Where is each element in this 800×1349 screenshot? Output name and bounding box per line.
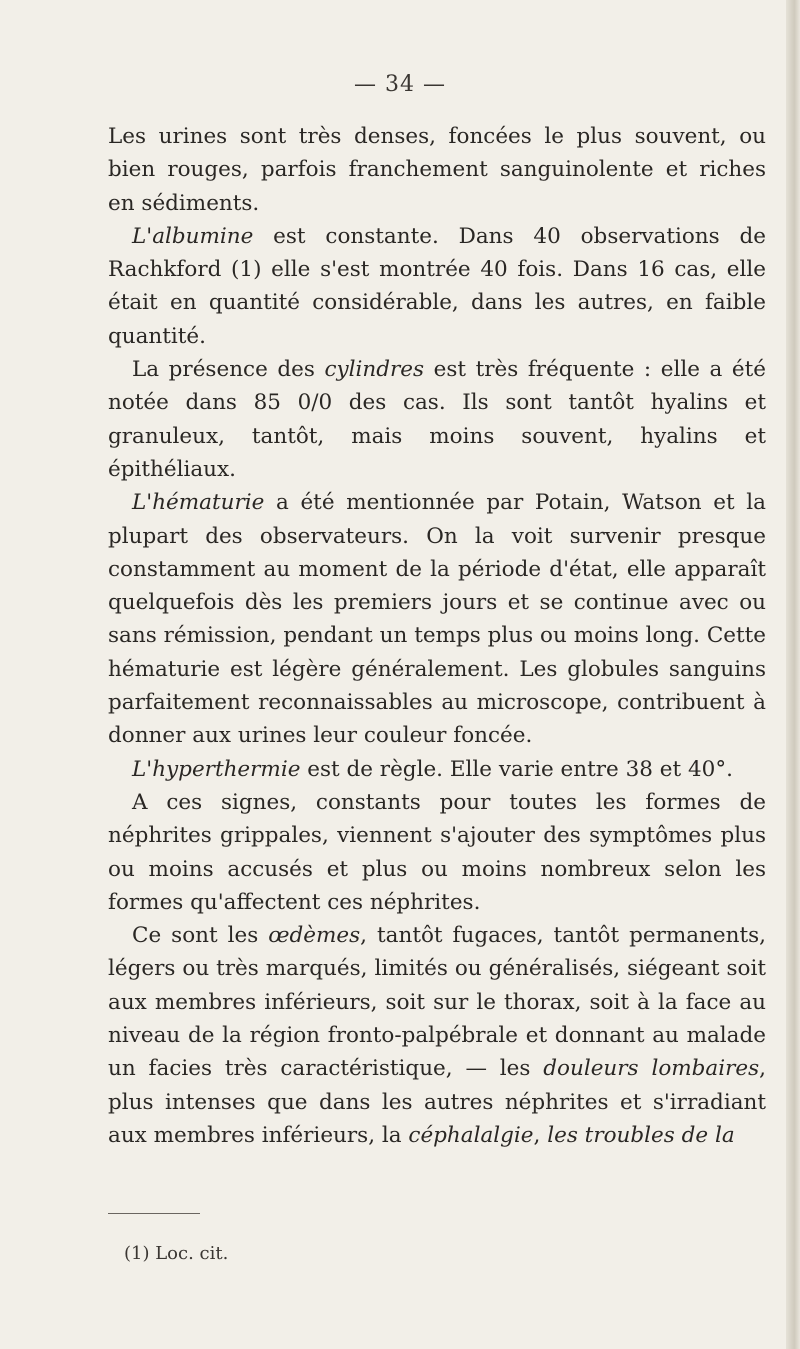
text-run: , plus intenses que dans les autres néphrites et s'irradiant aux membres inférieurs, la <box>108 1056 766 1148</box>
body-text <box>108 120 766 1152</box>
italic-term: douleurs lombaires <box>543 1056 760 1082</box>
paragraph-p3 <box>108 353 766 486</box>
text-run: Ce sont les <box>132 923 269 949</box>
italic-term: céphalalgie <box>408 1122 534 1148</box>
text-run: a été mentionnée par Potain, Watson et la plupart des observateurs. On la voit survenir presque constamment au moment de la période d'état, elle apparaît quelquefois dès les premiers jours et se continue avec ou sans rémission, pendant un temps plus ou moins long. Cette hématurie est légère généralement. Les globules sanguins parfaitement reconnaissables au microscope, contribuent à donner aux urines leur couleur foncée. <box>108 490 766 749</box>
italic-term: cylindres <box>324 357 425 383</box>
text-run: , tantôt fugaces, tantôt permanents, légers ou très marqués, limités ou généralisés, siégeant soit aux membres inférieurs, soit sur le thorax, soit à la face au niveau de la région fronto-palpébrale et donnant au malade un facies très caractéristique, — les <box>108 923 766 1082</box>
italic-term: les troubles de la <box>547 1122 735 1148</box>
paragraph-p2 <box>108 220 766 353</box>
paragraph-p1 <box>108 120 766 220</box>
text-run: La présence des <box>132 357 325 383</box>
page-number: — 34 — <box>354 72 446 97</box>
text-run: est de règle. Elle varie entre 38 et 40°. <box>300 756 733 782</box>
italic-term: L'hyperthermie <box>132 756 301 782</box>
text-run: est constante. Dans 40 observations de Rachkford (1) elle s'est montrée 40 fois. Dans 16 cas, elle était en quantité considérable, dans les autres, en faible quantité. <box>108 223 766 349</box>
paragraph-p6 <box>108 786 766 919</box>
paragraph-p7 <box>108 919 766 1152</box>
italic-term: L'hématurie <box>132 490 265 516</box>
footnote: (1) Loc. cit. <box>124 1243 229 1264</box>
text-run: Les urines sont très denses, foncées le plus souvent, ou bien rouges, parfois franchement sanguinolente et riches en sédiments. <box>108 124 766 216</box>
italic-term: œdèmes <box>268 923 361 949</box>
text-run: est très fréquente : elle a été notée dans 85 0/0 des cas. Ils sont tantôt hyalins et granuleux, tantôt, mais moins souvent, hyalins et épithéliaux. <box>108 357 766 482</box>
footnote-rule <box>108 1213 200 1214</box>
text-run: , <box>533 1122 548 1148</box>
paragraph-p5 <box>108 753 766 786</box>
page-edge <box>786 0 800 1349</box>
text-run: A ces signes, constants pour toutes les formes de néphrites grippales, viennent s'ajouter des symptômes plus ou moins accusés et plus ou moins nombreux selon les formes qu'affectent ces néphrites. <box>108 789 766 915</box>
italic-term: L'albumine <box>132 223 254 249</box>
paragraph-p4 <box>108 486 766 752</box>
